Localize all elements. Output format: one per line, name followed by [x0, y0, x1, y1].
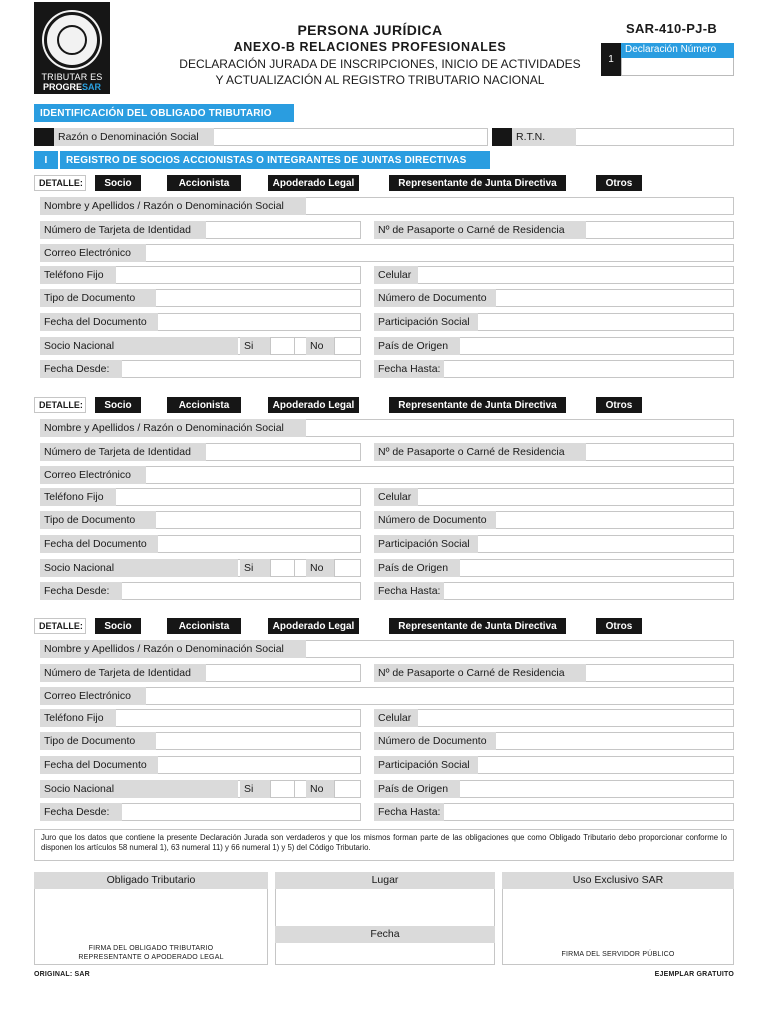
- option-socio-1[interactable]: Socio: [95, 175, 141, 191]
- tipo-documento-label-1: Tipo de Documento: [40, 289, 156, 307]
- nombre-label-3: Nombre y Apellidos / Razón o Denominación Social: [40, 640, 306, 658]
- celular-label-1: Celular: [374, 266, 418, 284]
- fecha-hasta-label-1: Fecha Hasta:: [374, 360, 444, 378]
- pasaporte-label-2: Nº de Pasaporte o Carné de Residencia: [374, 443, 586, 461]
- form-desc-line2: Y ACTUALIZACIÓN AL REGISTRO TRIBUTARIO NACIONAL: [215, 73, 545, 87]
- nombre-label-2: Nombre y Apellidos / Razón o Denominación Social: [40, 419, 306, 437]
- identification-section-bar: IDENTIFICACIÓN DEL OBLIGADO TRIBUTARIO: [34, 104, 294, 122]
- option-apoderado-legal-1[interactable]: Apoderado Legal: [268, 175, 359, 191]
- celular-field-2[interactable]: [374, 488, 734, 506]
- pais-label-1: País de Origen: [374, 337, 460, 355]
- nombre-label-1: Nombre y Apellidos / Razón o Denominación Social: [40, 197, 306, 215]
- tipo-documento-label-3: Tipo de Documento: [40, 732, 156, 750]
- option-accionista-2[interactable]: Accionista: [167, 397, 241, 413]
- option-apoderado-legal-2[interactable]: Apoderado Legal: [268, 397, 359, 413]
- option-accionista-1[interactable]: Accionista: [167, 175, 241, 191]
- logo-line1: TRIBUTAR ES: [41, 72, 103, 82]
- socio-nacional-label-1: Socio Nacional: [40, 337, 238, 355]
- option-otros-2[interactable]: Otros: [596, 397, 642, 413]
- option-otros-1[interactable]: Otros: [596, 175, 642, 191]
- fecha-hasta-label-2: Fecha Hasta:: [374, 582, 444, 600]
- lugar-heading: Lugar: [275, 872, 495, 889]
- numero-documento-label-3: Número de Documento: [374, 732, 496, 750]
- fecha-documento-label-2: Fecha del Documento: [40, 535, 158, 553]
- option-socio-2[interactable]: Socio: [95, 397, 141, 413]
- rtn-label: R.T.N.: [512, 128, 576, 146]
- si-option-3[interactable]: Si: [240, 780, 270, 798]
- correo-label-2: Correo Electrónico: [40, 466, 146, 484]
- pais-label-2: País de Origen: [374, 559, 460, 577]
- obligado-heading: Obligado Tributario: [34, 872, 268, 889]
- no-option-2[interactable]: No: [306, 559, 334, 577]
- fecha-desde-label-3: Fecha Desde:: [40, 803, 122, 821]
- fecha-documento-label-1: Fecha del Documento: [40, 313, 158, 331]
- declaration-number-field[interactable]: [621, 58, 734, 76]
- celular-label-3: Celular: [374, 709, 418, 727]
- fecha-heading: Fecha: [275, 926, 495, 943]
- numero-documento-label-1: Número de Documento: [374, 289, 496, 307]
- form-code: SAR-410-PJ-B: [626, 21, 718, 36]
- obligado-sign-line2: REPRESENTANTE O APODERADO LEGAL: [78, 954, 224, 961]
- no-checkbox-1[interactable]: [334, 337, 361, 355]
- numero-documento-label-2: Número de Documento: [374, 511, 496, 529]
- footer-original: ORIGINAL: SAR: [34, 971, 90, 978]
- no-option-1[interactable]: No: [306, 337, 334, 355]
- declaration-index: 1: [601, 43, 621, 76]
- celular-label-2: Celular: [374, 488, 418, 506]
- correo-label-3: Correo Electrónico: [40, 687, 146, 705]
- fecha-hasta-label-3: Fecha Hasta:: [374, 803, 444, 821]
- seal-icon: [44, 12, 100, 68]
- detalle-label-3: DETALLE:: [34, 618, 86, 634]
- pasaporte-label-1: Nº de Pasaporte o Carné de Residencia: [374, 221, 586, 239]
- fecha-desde-label-1: Fecha Desde:: [40, 360, 122, 378]
- sar-logo: [34, 2, 110, 94]
- option-representante-2[interactable]: Representante de Junta Directiva: [389, 397, 566, 413]
- socio-nacional-label-2: Socio Nacional: [40, 559, 238, 577]
- logo-line2: PROGRESAR: [42, 82, 102, 92]
- razon-social-label: Razón o Denominación Social: [54, 128, 214, 146]
- detalle-label-2: DETALLE:: [34, 397, 86, 413]
- fecha-documento-label-3: Fecha del Documento: [40, 756, 158, 774]
- option-accionista-3[interactable]: Accionista: [167, 618, 241, 634]
- telefono-label-3: Teléfono Fijo: [40, 709, 116, 727]
- participacion-social-label-2: Participación Social: [374, 535, 478, 553]
- si-checkbox-2[interactable]: [270, 559, 295, 577]
- participacion-social-label-3: Participación Social: [374, 756, 478, 774]
- form-subtitle: ANEXO-B RELACIONES PROFESIONALES: [233, 40, 507, 54]
- rtn-marker: [492, 128, 512, 146]
- footer-free-copy: EJEMPLAR GRATUITO: [654, 971, 734, 978]
- si-option-1[interactable]: Si: [240, 337, 270, 355]
- celular-field-1[interactable]: [374, 266, 734, 284]
- si-checkbox-3[interactable]: [270, 780, 295, 798]
- obligado-sign-line1: FIRMA DEL OBLIGADO TRIBUTARIO: [88, 945, 214, 952]
- option-apoderado-legal-3[interactable]: Apoderado Legal: [268, 618, 359, 634]
- tarjeta-label-1: Número de Tarjeta de Identidad: [40, 221, 206, 239]
- pais-label-3: País de Origen: [374, 780, 460, 798]
- socio-nacional-label-3: Socio Nacional: [40, 780, 238, 798]
- form-title: PERSONA JURÍDICA: [297, 22, 443, 38]
- registry-section-bar: REGISTRO DE SOCIOS ACCIONISTAS O INTEGRANTES DE JUNTAS DIRECTIVAS: [60, 151, 490, 169]
- no-option-3[interactable]: No: [306, 780, 334, 798]
- fecha-desde-label-2: Fecha Desde:: [40, 582, 122, 600]
- oath-statement: Juro que los datos que contiene la presente Declaración Jurada son verdaderos y que los mismos forman parte de las obligaciones que como Obligado Tributario debo proporcionar conforme lo disponen los artículos 58 numeral 1), 63 numeral 11) y 66 numeral 1) y 5) del Código Tributario.: [34, 829, 734, 861]
- telefono-label-2: Teléfono Fijo: [40, 488, 116, 506]
- participacion-social-label-1: Participación Social: [374, 313, 478, 331]
- sar-sign-line: FIRMA DEL SERVIDOR PÚBLICO: [561, 951, 675, 958]
- tarjeta-label-2: Número de Tarjeta de Identidad: [40, 443, 206, 461]
- si-checkbox-1[interactable]: [270, 337, 295, 355]
- identification-marker: [34, 128, 54, 146]
- section-roman-numeral: I: [34, 151, 58, 169]
- telefono-label-1: Teléfono Fijo: [40, 266, 116, 284]
- option-representante-3[interactable]: Representante de Junta Directiva: [389, 618, 566, 634]
- tarjeta-label-3: Número de Tarjeta de Identidad: [40, 664, 206, 682]
- pasaporte-label-3: Nº de Pasaporte o Carné de Residencia: [374, 664, 586, 682]
- form-desc-line1: DECLARACIÓN JURADA DE INSCRIPCIONES, INICIO DE ACTIVIDADES: [179, 57, 581, 71]
- no-checkbox-2[interactable]: [334, 559, 361, 577]
- celular-field-3[interactable]: [374, 709, 734, 727]
- option-representante-1[interactable]: Representante de Junta Directiva: [389, 175, 566, 191]
- no-checkbox-3[interactable]: [334, 780, 361, 798]
- tipo-documento-label-2: Tipo de Documento: [40, 511, 156, 529]
- option-otros-3[interactable]: Otros: [596, 618, 642, 634]
- sar-heading: Uso Exclusivo SAR: [502, 872, 734, 889]
- correo-label-1: Correo Electrónico: [40, 244, 146, 262]
- declaration-number-label: Declaración Número: [621, 43, 734, 58]
- si-option-2[interactable]: Si: [240, 559, 270, 577]
- option-socio-3[interactable]: Socio: [95, 618, 141, 634]
- detalle-label-1: DETALLE:: [34, 175, 86, 191]
